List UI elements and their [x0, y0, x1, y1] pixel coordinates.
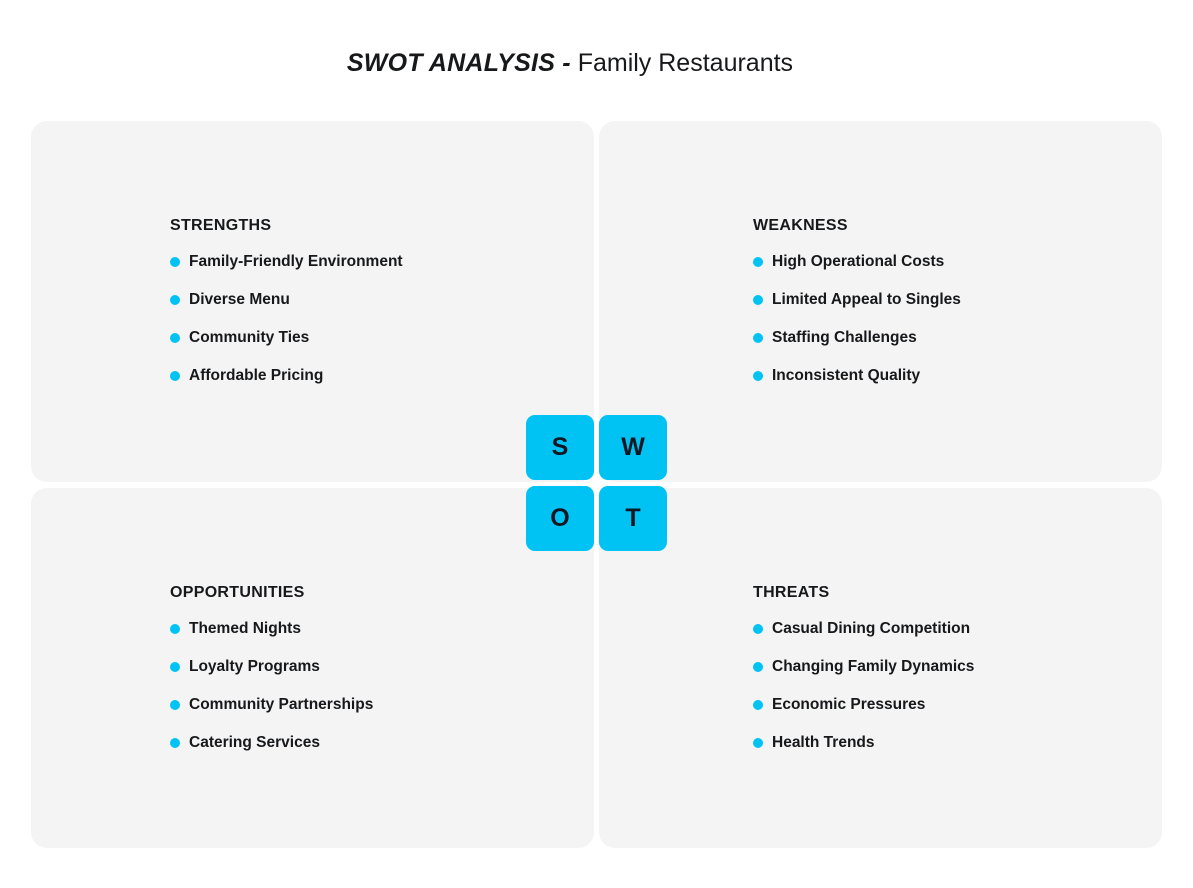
- list-item: [170, 610, 373, 648]
- item-label: Community Ties: [189, 329, 310, 346]
- quadrant-weakness-content: [753, 218, 961, 395]
- list-item: [753, 724, 974, 762]
- title-emphasis: SWOT ANALYSIS -: [346, 49, 571, 77]
- bullet-dot-icon: [170, 333, 180, 343]
- quadrant-opportunities-content: [170, 585, 373, 762]
- bullet-dot-icon: [170, 624, 180, 634]
- item-label: Family-Friendly Environment: [189, 253, 403, 270]
- bullet-dot-icon: [170, 662, 180, 672]
- item-label: Diverse Menu: [189, 291, 290, 308]
- list-item: [170, 686, 373, 724]
- item-label: High Operational Costs: [772, 253, 945, 270]
- item-label: Loyalty Programs: [189, 657, 320, 675]
- bullet-dot-icon: [170, 295, 180, 305]
- item-label: Changing Family Dynamics: [772, 657, 975, 675]
- item-label: Community Partnerships: [189, 695, 374, 713]
- bullet-dot-icon: [170, 257, 180, 267]
- list-item: [753, 610, 974, 648]
- quadrant-heading-weakness: WEAKNESS: [753, 217, 848, 234]
- item-label: Limited Appeal to Singles: [772, 291, 961, 308]
- bullet-dot-icon: [753, 738, 763, 748]
- list-item: [753, 281, 961, 319]
- list-item: [753, 319, 961, 357]
- list-item: [170, 724, 373, 762]
- quadrant-list-opportunities: [170, 610, 373, 762]
- item-label: Affordable Pricing: [189, 367, 324, 384]
- bullet-dot-icon: [170, 371, 180, 381]
- bullet-dot-icon: [753, 295, 763, 305]
- list-item: [170, 648, 373, 686]
- badge-letter-w: W: [599, 415, 667, 480]
- list-item: [753, 243, 961, 281]
- item-label: Health Trends: [772, 733, 875, 751]
- bullet-dot-icon: [170, 738, 180, 748]
- bullet-dot-icon: [753, 662, 763, 672]
- list-item: [753, 357, 961, 395]
- quadrant-heading-threats: THREATS: [753, 583, 830, 601]
- item-label: Staffing Challenges: [772, 329, 917, 346]
- bullet-dot-icon: [170, 700, 180, 710]
- quadrant-strengths-content: [170, 218, 403, 395]
- title-subject: Family Restaurants: [577, 49, 794, 77]
- bullet-dot-icon: [753, 371, 763, 381]
- badge-letter-t: T: [599, 486, 667, 551]
- quadrant-threats-content: [753, 585, 974, 762]
- list-item: [170, 243, 403, 281]
- badge-letter-s: S: [526, 415, 594, 480]
- quadrant-list-threats: [753, 610, 974, 762]
- bullet-dot-icon: [753, 624, 763, 634]
- quadrant-heading-strengths: STRENGTHS: [170, 217, 272, 234]
- bullet-dot-icon: [753, 257, 763, 267]
- quadrant-opportunities: [31, 488, 594, 849]
- quadrant-heading-opportunities: OPPORTUNITIES: [170, 583, 305, 601]
- quadrant-list-weakness: [753, 243, 961, 395]
- item-label: Inconsistent Quality: [772, 367, 921, 384]
- badge-letter-o: O: [526, 486, 594, 551]
- page-title: [0, 48, 1140, 78]
- item-label: Themed Nights: [189, 619, 301, 637]
- bullet-dot-icon: [753, 700, 763, 710]
- item-label: Casual Dining Competition: [772, 619, 971, 637]
- quadrant-weakness: [599, 121, 1162, 482]
- quadrant-threats: [599, 488, 1162, 849]
- list-item: [753, 686, 974, 724]
- bullet-dot-icon: [753, 333, 763, 343]
- list-item: [753, 648, 974, 686]
- quadrant-strengths: [31, 121, 594, 482]
- list-item: [170, 319, 403, 357]
- swot-center-badges: [526, 415, 667, 551]
- quadrant-list-strengths: [170, 243, 403, 395]
- list-item: [170, 357, 403, 395]
- item-label: Catering Services: [189, 733, 320, 751]
- list-item: [170, 281, 403, 319]
- item-label: Economic Pressures: [772, 695, 926, 713]
